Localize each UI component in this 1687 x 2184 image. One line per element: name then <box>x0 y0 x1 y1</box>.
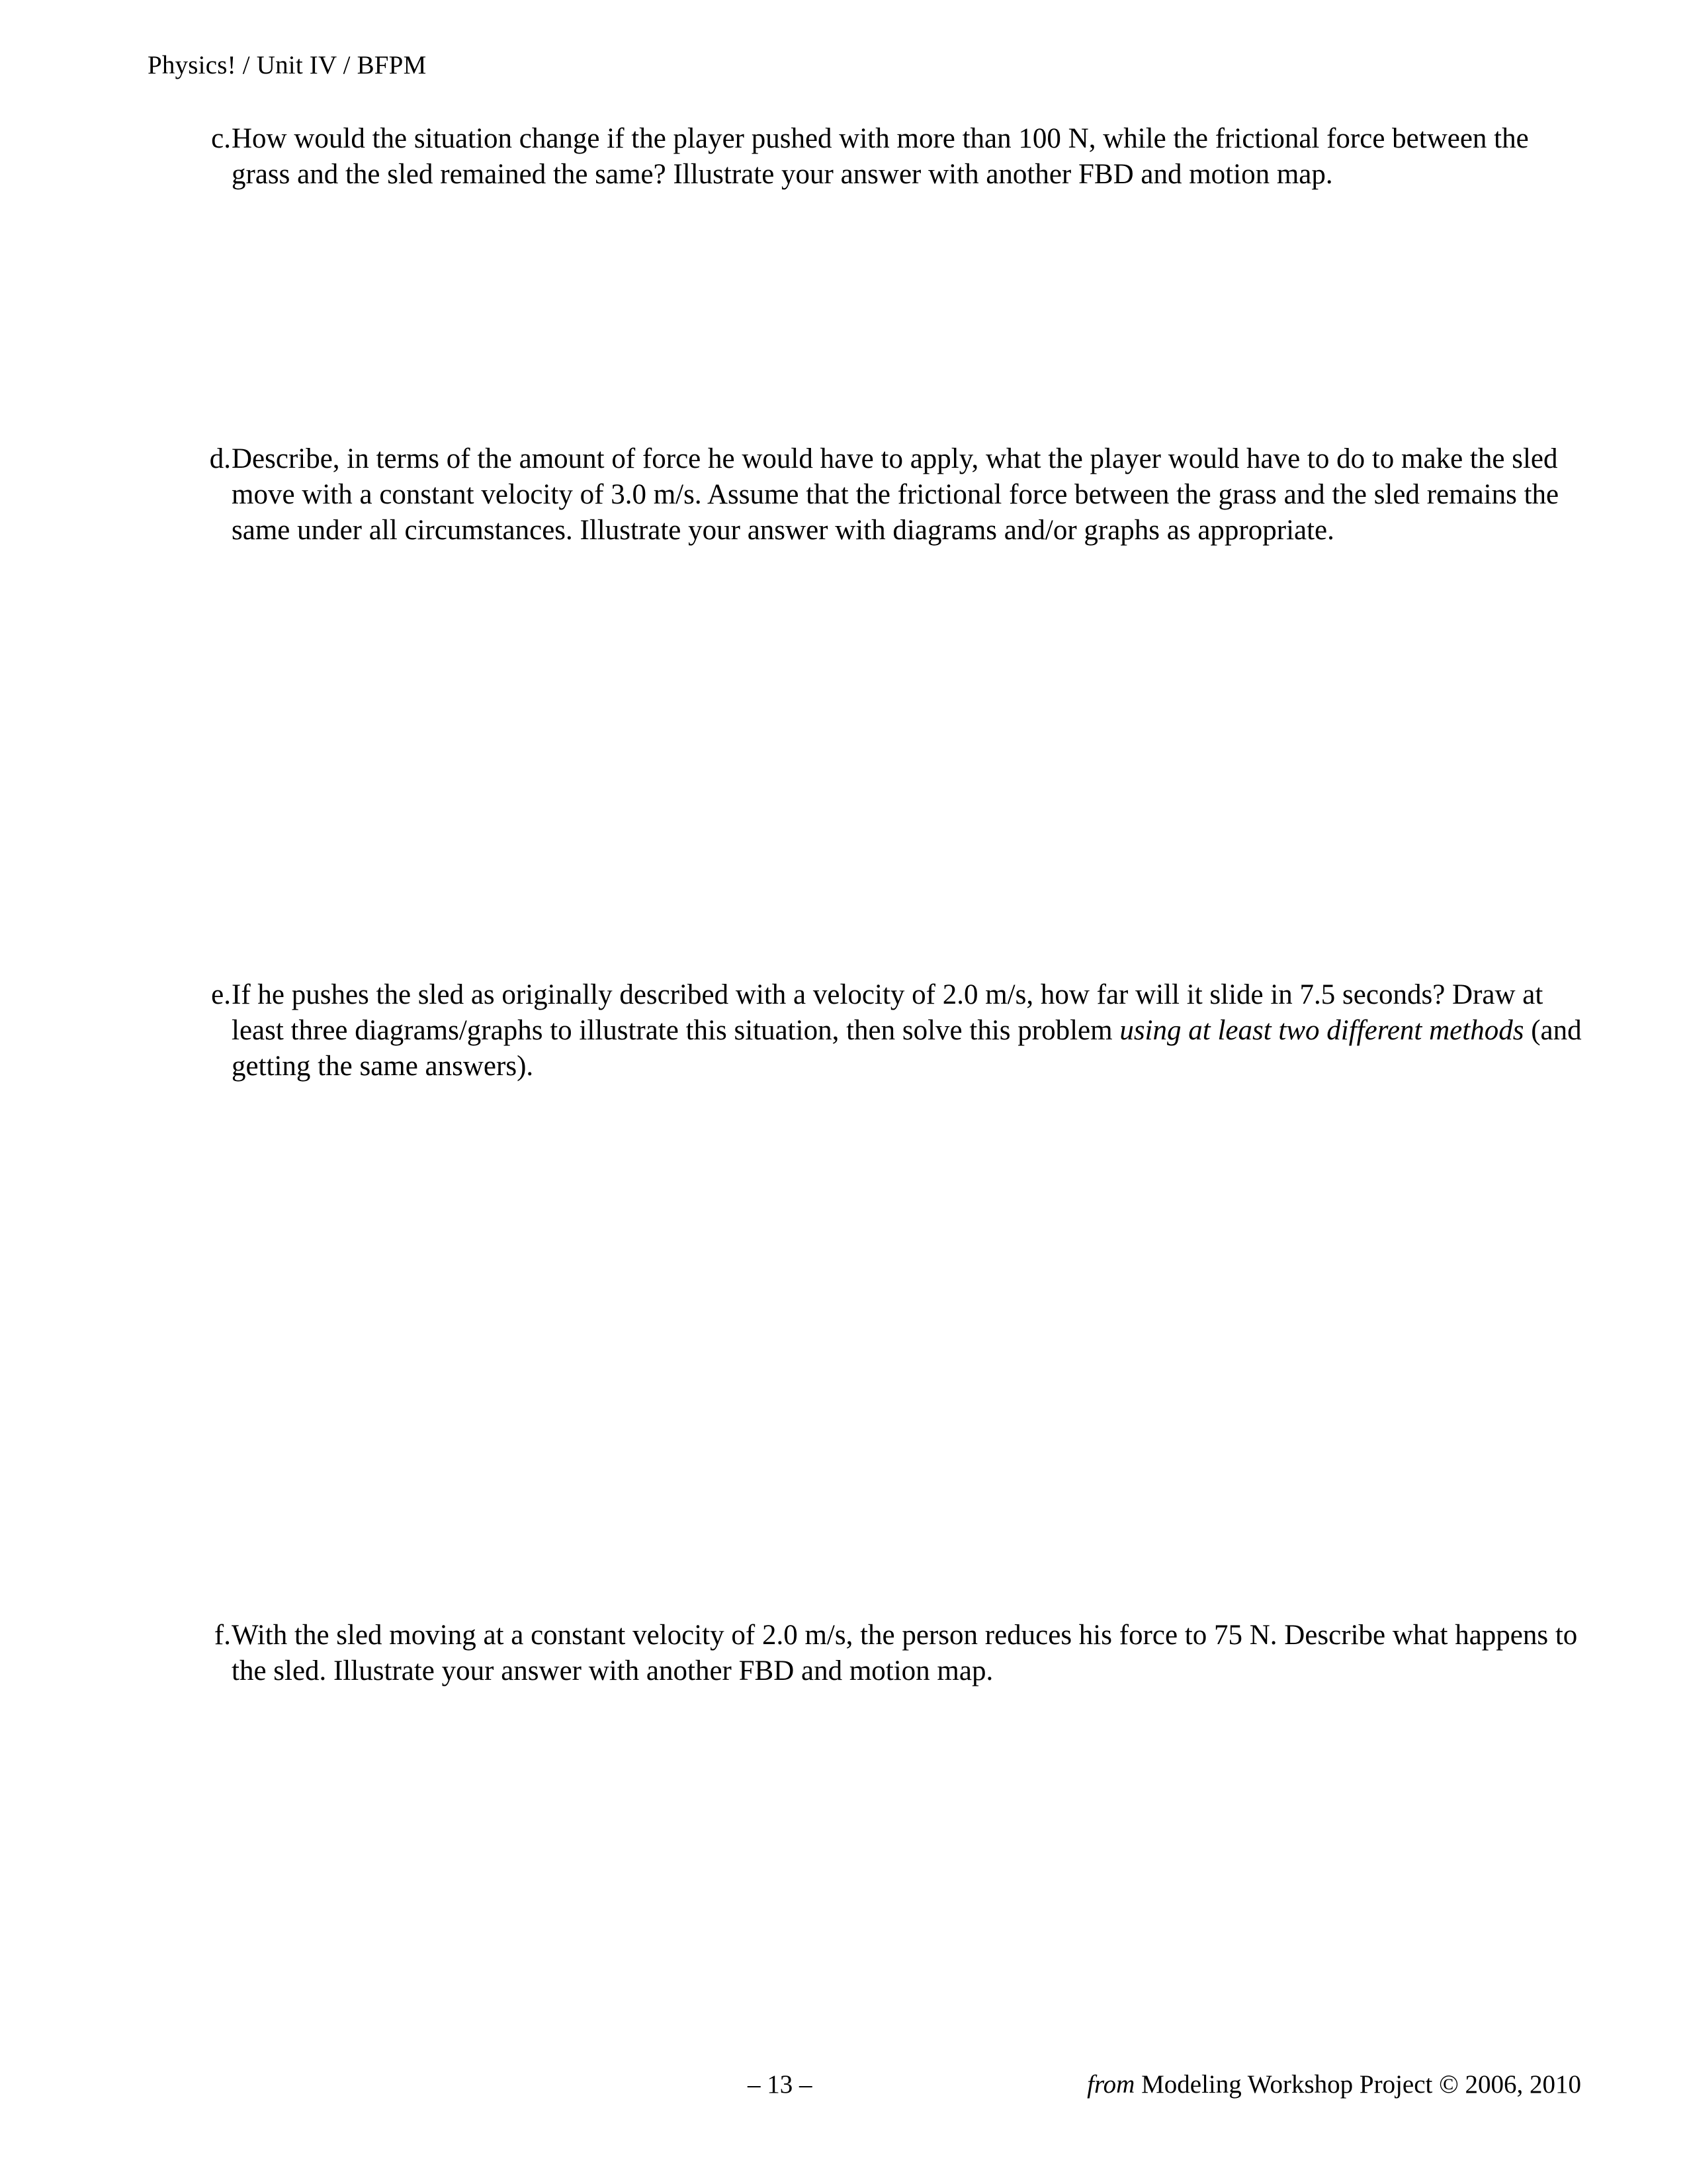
footer-credit <box>1087 2070 1581 2099</box>
page-number: – 13 – <box>748 2070 812 2099</box>
footer-credit-prefix: from <box>1087 2070 1135 2099</box>
question-c <box>194 121 1590 193</box>
question-text-part: (and getting the same answers). <box>232 1015 1582 1082</box>
footer-credit-text: Modeling Workshop Project © 2006, 2010 <box>1135 2070 1581 2099</box>
question-marker: d. <box>209 443 231 474</box>
question-text: Describe, in terms of the amount of force he would have to apply, what the player would have to do to make the sled move with a constant velocity of 3.0 m/s. Assume that the frictional force between the grass and the sled remains the same under all circumstances. Illustrate your answer with diagrams and/or graphs as appropriate. <box>232 443 1559 546</box>
question-text-emphasis: using at least two different methods <box>1119 1015 1524 1046</box>
question-d <box>194 441 1590 548</box>
question-text: How would the situation change if the player pushed with more than 100 N, while the frictional force between the grass and the sled remained the same? Illustrate your answer with another FBD and motion map. <box>232 123 1529 190</box>
question-marker: c. <box>211 123 231 154</box>
question-marker: f. <box>214 1620 231 1651</box>
question-text <box>232 977 1590 1084</box>
page-header-breadcrumb: Physics! / Unit IV / BFPM <box>148 51 427 79</box>
question-e <box>194 977 1590 1084</box>
question-text: With the sled moving at a constant velocity of 2.0 m/s, the person reduces his force to 75 N. Describe what happens to the sled. Illustrate your answer with another FBD and motion map. <box>232 1620 1578 1686</box>
question-marker: e. <box>211 979 231 1010</box>
question-f <box>194 1618 1590 1689</box>
question-text-part: If he pushes the sled as originally described with a velocity of 2.0 m/s, how far will it slide in 7.5 seconds? Draw at least three diagrams/graphs to illustrate this situation, then solve this problem <box>232 979 1543 1046</box>
